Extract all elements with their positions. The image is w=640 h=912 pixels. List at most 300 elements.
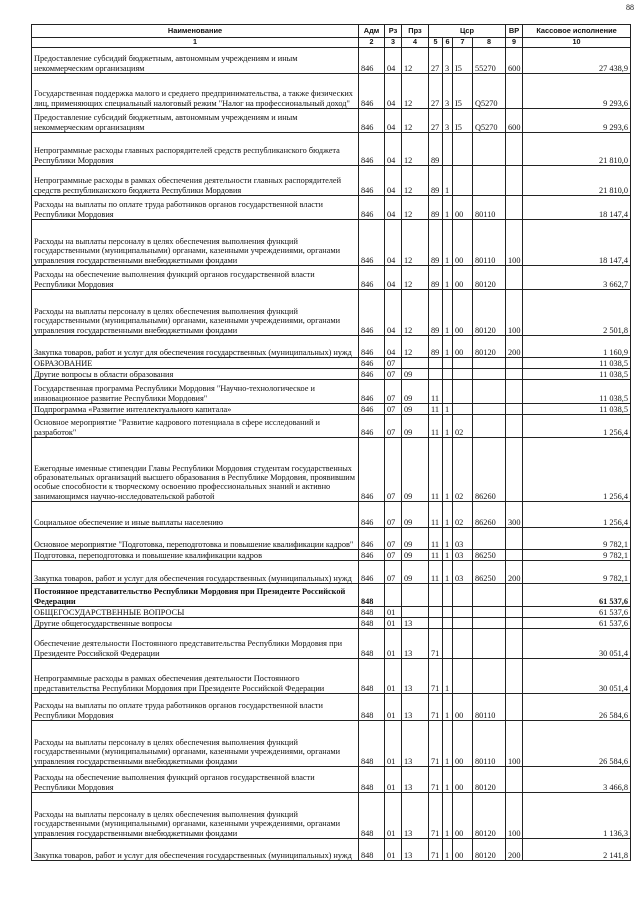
row-rz: 07 [385,358,402,369]
table-row [32,502,631,528]
row-csr-4: Q5270 [473,109,506,133]
row-csr-3: 00 [453,336,473,358]
row-prz: 12 [402,290,429,336]
table-row [32,404,631,415]
row-csr-2: 3 [443,74,453,109]
table-row [32,48,631,74]
row-name: Подготовка, переподготовка и повышение квалификации кадров [32,550,359,561]
row-exec: 11 038,5 [523,358,631,369]
row-prz: 09 [402,528,429,550]
col-num: 10 [523,38,631,48]
row-csr-2: 1 [443,694,453,721]
row-csr-3 [453,659,473,694]
row-exec: 61 537,6 [523,607,631,618]
row-rz: 04 [385,290,402,336]
row-csr-4: 86250 [473,561,506,584]
row-vr: 100 [506,290,523,336]
header-vr: ВР [506,25,523,38]
row-name: Расходы на обеспечение выполнения функций органов государственной власти Республики Мордовия [32,266,359,290]
page-number: 88 [626,3,634,12]
row-vr [506,133,523,166]
row-csr-2 [443,369,453,380]
row-csr-3: 00 [453,767,473,793]
row-rz: 04 [385,196,402,220]
row-prz [402,607,429,618]
row-csr-4 [473,358,506,369]
row-prz: 13 [402,618,429,629]
row-rz: 04 [385,336,402,358]
table-row [32,336,631,358]
table-row [32,618,631,629]
row-name: Предоставление субсидий бюджетным, автономным учреждениям и иным некоммерческим организациям [32,48,359,74]
table-row [32,369,631,380]
row-adm: 846 [359,358,385,369]
row-csr-4: Q5270 [473,74,506,109]
table-row [32,528,631,550]
row-csr-1 [429,358,443,369]
row-exec: 9 293,6 [523,109,631,133]
row-csr-2: 1 [443,839,453,861]
row-vr: 100 [506,220,523,266]
row-exec: 61 537,6 [523,584,631,607]
row-csr-3: I5 [453,109,473,133]
row-vr [506,694,523,721]
row-prz: 13 [402,721,429,767]
row-exec: 1 136,3 [523,793,631,839]
row-vr [506,196,523,220]
row-adm: 846 [359,438,385,502]
row-adm: 846 [359,561,385,584]
row-csr-2: 1 [443,561,453,584]
header-csr: Цср [429,25,506,38]
table-row [32,694,631,721]
row-vr: 200 [506,336,523,358]
row-exec: 21 810,0 [523,133,631,166]
row-csr-3: 00 [453,266,473,290]
row-prz: 09 [402,502,429,528]
row-name: Основное мероприятие "Подготовка, переподготовка и повышение квалификации кадров" [32,528,359,550]
row-csr-1: 11 [429,415,443,438]
table-row [32,793,631,839]
row-csr-2: 1 [443,550,453,561]
row-csr-3: 00 [453,196,473,220]
row-csr-3: 02 [453,415,473,438]
row-csr-1: 71 [429,659,443,694]
row-vr [506,74,523,109]
row-adm: 848 [359,659,385,694]
row-exec: 3 466,8 [523,767,631,793]
row-rz: 04 [385,48,402,74]
row-csr-3 [453,380,473,404]
table-row [32,196,631,220]
row-vr [506,767,523,793]
row-csr-2 [443,618,453,629]
row-rz: 04 [385,220,402,266]
row-exec: 26 584,6 [523,694,631,721]
row-csr-4: 80120 [473,767,506,793]
row-csr-3: 00 [453,290,473,336]
row-csr-2: 1 [443,196,453,220]
row-adm: 846 [359,369,385,380]
row-rz: 04 [385,109,402,133]
row-csr-1: 11 [429,550,443,561]
row-csr-2: 1 [443,404,453,415]
row-csr-1 [429,584,443,607]
row-csr-1: 27 [429,74,443,109]
row-prz: 09 [402,380,429,404]
table-row [32,767,631,793]
row-exec: 11 038,5 [523,369,631,380]
row-name: Закупка товаров, работ и услуг для обеспечения государственных (муниципальных) нужд [32,561,359,584]
row-adm: 848 [359,584,385,607]
row-prz: 13 [402,659,429,694]
row-csr-4: 86260 [473,502,506,528]
row-csr-2: 1 [443,502,453,528]
table-row [32,266,631,290]
row-csr-3: 00 [453,220,473,266]
row-adm: 846 [359,266,385,290]
row-name: Непрограммные расходы главных распорядителей средств республиканского бюджета Республики Мордовия [32,133,359,166]
row-vr [506,166,523,196]
row-name: Социальное обеспечение и иные выплаты населению [32,502,359,528]
table-row [32,839,631,861]
row-csr-1: 89 [429,166,443,196]
row-name: ОБРАЗОВАНИЕ [32,358,359,369]
col-num: 3 [385,38,402,48]
row-csr-2 [443,584,453,607]
row-csr-1: 71 [429,767,443,793]
row-csr-3 [453,133,473,166]
table-row [32,584,631,607]
row-rz: 01 [385,607,402,618]
row-exec: 27 438,9 [523,48,631,74]
row-name: Расходы на выплаты персоналу в целях обеспечения выполнения функций государственными (муниципальными) органами, казенными учреждениями, органами управления государственными внебюджетными фондами [32,220,359,266]
row-csr-4 [473,629,506,659]
row-csr-1: 27 [429,48,443,74]
header-prz: Прз [402,25,429,38]
row-csr-3: 00 [453,839,473,861]
row-csr-3: 03 [453,528,473,550]
row-csr-4: 80110 [473,220,506,266]
row-exec: 1 256,4 [523,415,631,438]
row-exec: 2 141,8 [523,839,631,861]
row-prz: 13 [402,767,429,793]
row-exec: 30 051,4 [523,659,631,694]
column-number-row [32,38,631,48]
row-csr-3 [453,618,473,629]
row-name: Подпрограмма «Развитие интеллектуального капитала» [32,404,359,415]
row-vr [506,266,523,290]
row-exec: 61 537,6 [523,618,631,629]
row-csr-4 [473,404,506,415]
row-name: Расходы на выплаты персоналу в целях обеспечения выполнения функций государственными (муниципальными) органами, казенными учреждениями, органами управления государственными внебюджетными фондами [32,793,359,839]
row-vr: 200 [506,561,523,584]
row-vr [506,369,523,380]
row-csr-1: 89 [429,133,443,166]
row-exec: 1 160,9 [523,336,631,358]
row-name: Расходы на выплаты по оплате труда работников органов государственной власти Республики Мордовия [32,694,359,721]
row-name: Постоянное представительство Республики Мордовия при Президенте Российской Федерации [32,584,359,607]
row-prz: 12 [402,166,429,196]
table-row [32,220,631,266]
row-rz: 04 [385,166,402,196]
row-vr [506,438,523,502]
row-name: Расходы на обеспечение выполнения функций органов государственной власти Республики Мордовия [32,767,359,793]
row-exec: 26 584,6 [523,721,631,767]
row-adm: 846 [359,196,385,220]
col-num: 9 [506,38,523,48]
row-csr-4 [473,607,506,618]
row-csr-4 [473,415,506,438]
row-csr-1: 27 [429,109,443,133]
table-row [32,607,631,618]
row-adm: 846 [359,415,385,438]
col-num: 1 [32,38,359,48]
row-csr-1: 71 [429,629,443,659]
row-csr-4 [473,369,506,380]
row-rz: 07 [385,550,402,561]
row-name: Непрограммные расходы в рамках обеспечения деятельности главных распорядителей средств республиканского бюджета Республики Мордовия [32,166,359,196]
row-rz: 04 [385,133,402,166]
row-name: Закупка товаров, работ и услуг для обеспечения государственных (муниципальных) нужд [32,839,359,861]
row-adm: 846 [359,290,385,336]
row-rz: 01 [385,618,402,629]
row-name: Государственная программа Республики Мордовия "Научно-технологическое и инновационное развитие Республики Мордовия" [32,380,359,404]
row-csr-1: 71 [429,839,443,861]
table-row [32,438,631,502]
row-adm: 846 [359,404,385,415]
table-row [32,415,631,438]
row-prz [402,584,429,607]
row-csr-2: 1 [443,290,453,336]
row-prz: 12 [402,266,429,290]
header-rz: Рз [385,25,402,38]
header-name: Наименование [32,25,359,38]
row-csr-1: 11 [429,561,443,584]
row-rz: 01 [385,694,402,721]
row-prz: 12 [402,48,429,74]
row-adm: 846 [359,133,385,166]
row-csr-2 [443,629,453,659]
header-row [32,25,631,38]
row-name: Расходы на выплаты персоналу в целях обеспечения выполнения функций государственными (муниципальными) органами, казенными учреждениями, органами управления государственными внебюджетными фондами [32,721,359,767]
row-csr-2 [443,380,453,404]
row-name: Расходы на выплаты персоналу в целях обеспечения выполнения функций государственными (муниципальными) органами, казенными учреждениями, органами управления государственными внебюджетными фондами [32,290,359,336]
row-csr-1: 89 [429,196,443,220]
row-csr-1: 89 [429,336,443,358]
row-csr-4: 80120 [473,839,506,861]
row-vr [506,629,523,659]
row-rz: 04 [385,266,402,290]
row-csr-2: 1 [443,220,453,266]
row-name: Другие вопросы в области образования [32,369,359,380]
row-csr-1 [429,618,443,629]
row-csr-2: 1 [443,767,453,793]
row-vr: 100 [506,721,523,767]
row-adm: 846 [359,220,385,266]
row-exec: 9 782,1 [523,550,631,561]
row-prz [402,358,429,369]
row-adm: 846 [359,166,385,196]
row-vr [506,358,523,369]
row-rz: 01 [385,839,402,861]
row-csr-4: 80120 [473,266,506,290]
row-vr [506,404,523,415]
row-rz: 07 [385,404,402,415]
table-row [32,550,631,561]
row-exec: 9 782,1 [523,561,631,584]
row-csr-1: 71 [429,721,443,767]
row-exec: 1 256,4 [523,502,631,528]
row-prz: 13 [402,629,429,659]
row-csr-4: 80110 [473,196,506,220]
row-vr [506,607,523,618]
row-rz: 01 [385,629,402,659]
row-csr-3: 02 [453,438,473,502]
row-csr-1: 11 [429,380,443,404]
row-rz: 07 [385,438,402,502]
col-num: 6 [443,38,453,48]
row-rz: 07 [385,528,402,550]
row-csr-4: 80120 [473,336,506,358]
header-exec: Кассовое исполнение [523,25,631,38]
row-vr [506,380,523,404]
row-prz: 09 [402,438,429,502]
row-rz: 01 [385,767,402,793]
row-csr-4: 80120 [473,793,506,839]
row-adm: 848 [359,618,385,629]
table-row [32,358,631,369]
row-vr: 600 [506,109,523,133]
row-rz: 07 [385,415,402,438]
row-csr-1: 11 [429,528,443,550]
row-adm: 848 [359,629,385,659]
row-csr-3: 03 [453,561,473,584]
row-prz: 12 [402,336,429,358]
row-csr-1: 89 [429,290,443,336]
row-rz: 01 [385,659,402,694]
row-vr [506,528,523,550]
row-csr-4 [473,380,506,404]
table-row [32,133,631,166]
row-adm: 846 [359,109,385,133]
row-name: ОБЩЕГОСУДАРСТВЕННЫЕ ВОПРОСЫ [32,607,359,618]
row-prz: 09 [402,369,429,380]
row-adm: 848 [359,767,385,793]
row-rz: 07 [385,561,402,584]
row-csr-3 [453,584,473,607]
table-row [32,561,631,584]
table-row [32,659,631,694]
row-name: Предоставление субсидий бюджетным, автономным учреждениям и иным некоммерческим организациям [32,109,359,133]
row-csr-1 [429,369,443,380]
row-name: Другие общегосударственные вопросы [32,618,359,629]
row-csr-1 [429,607,443,618]
row-prz: 12 [402,74,429,109]
row-prz: 13 [402,793,429,839]
table-body [32,48,631,861]
row-csr-3 [453,369,473,380]
row-vr: 300 [506,502,523,528]
col-num: 8 [473,38,506,48]
row-vr [506,550,523,561]
row-rz: 01 [385,793,402,839]
col-num: 4 [402,38,429,48]
table-row [32,629,631,659]
row-csr-4 [473,133,506,166]
row-csr-2: 1 [443,528,453,550]
row-name: Расходы на выплаты по оплате труда работников органов государственной власти Республики Мордовия [32,196,359,220]
row-vr [506,584,523,607]
row-csr-3: 03 [453,550,473,561]
table-row [32,109,631,133]
row-csr-2 [443,358,453,369]
row-prz: 12 [402,196,429,220]
row-csr-1: 11 [429,404,443,415]
row-csr-2: 1 [443,659,453,694]
row-csr-1: 89 [429,220,443,266]
row-rz [385,584,402,607]
row-csr-1: 71 [429,793,443,839]
row-name: Основное мероприятие "Развитие кадрового потенциала в сфере исследований и разработок" [32,415,359,438]
row-csr-4: 86260 [473,438,506,502]
table-row [32,74,631,109]
row-name: Ежегодные именные стипендии Главы Республики Мордовия студентам государственных образовательных организаций высшего образования в Республике Мордовия, проявившим особые способности к творческому освоению профессиональных знаний и активно занимающимся научно-исследовательской работой [32,438,359,502]
row-rz: 07 [385,380,402,404]
row-exec: 9 293,6 [523,74,631,109]
row-exec: 21 810,0 [523,166,631,196]
row-adm: 848 [359,694,385,721]
row-prz: 13 [402,694,429,721]
row-csr-3: I5 [453,48,473,74]
row-vr [506,659,523,694]
row-csr-3 [453,358,473,369]
row-adm: 846 [359,380,385,404]
row-csr-3: 02 [453,502,473,528]
row-vr [506,618,523,629]
row-adm: 846 [359,48,385,74]
row-prz: 12 [402,220,429,266]
row-prz: 09 [402,550,429,561]
row-exec: 11 038,5 [523,404,631,415]
row-vr: 600 [506,48,523,74]
row-adm: 848 [359,793,385,839]
row-rz: 07 [385,369,402,380]
row-csr-2: 1 [443,415,453,438]
row-name: Обеспечение деятельности Постоянного представительства Республики Мордовия при Президенте Российской Федерации [32,629,359,659]
row-csr-2: 1 [443,266,453,290]
row-csr-4: 55270 [473,48,506,74]
row-vr: 200 [506,839,523,861]
row-exec: 18 147,4 [523,220,631,266]
row-csr-2: 3 [443,48,453,74]
row-exec: 3 662,7 [523,266,631,290]
row-csr-1: 11 [429,502,443,528]
row-csr-2: 1 [443,721,453,767]
row-csr-4 [473,528,506,550]
table-row [32,290,631,336]
row-rz: 07 [385,502,402,528]
row-adm: 846 [359,336,385,358]
col-num: 7 [453,38,473,48]
row-csr-3: 00 [453,694,473,721]
row-csr-3 [453,629,473,659]
row-csr-2: 1 [443,438,453,502]
row-csr-2 [443,607,453,618]
col-num: 5 [429,38,443,48]
row-csr-3: I5 [453,74,473,109]
row-csr-4: 86250 [473,550,506,561]
